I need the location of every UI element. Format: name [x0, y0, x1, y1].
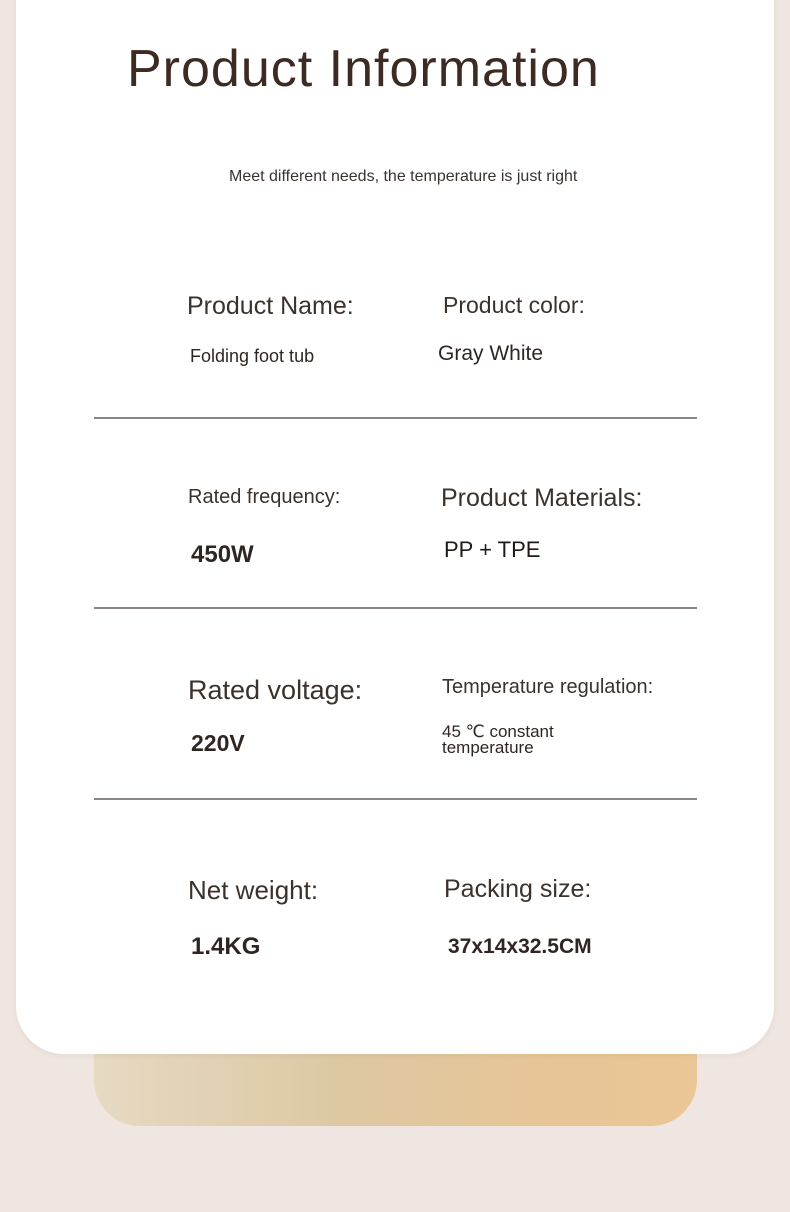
divider [94, 607, 697, 609]
product-color-label: Product color: [443, 292, 585, 318]
rated-voltage-label: Rated voltage: [188, 675, 363, 705]
product-info-card [16, 0, 774, 1054]
product-materials-value: PP + TPE [444, 537, 541, 562]
product-materials-label: Product Materials: [441, 484, 643, 512]
rated-frequency-value: 450W [191, 541, 254, 568]
temperature-regulation-value: 45 ℃ constant temperature [442, 722, 554, 757]
rated-frequency-label: Rated frequency: [188, 486, 341, 508]
page-title: Product Information [127, 40, 600, 98]
packing-size-value: 37x14x32.5CM [448, 935, 592, 958]
temperature-regulation-label: Temperature regulation: [442, 676, 654, 698]
product-name-label: Product Name: [187, 292, 354, 320]
divider [94, 798, 697, 800]
divider [94, 417, 697, 419]
rated-voltage-value: 220V [191, 730, 245, 756]
net-weight-value: 1.4KG [191, 933, 261, 960]
product-color-value: Gray White [438, 342, 544, 365]
net-weight-label: Net weight: [188, 875, 319, 905]
packing-size-label: Packing size: [444, 875, 592, 903]
page-subtitle: Meet different needs, the temperature is just right [229, 168, 578, 185]
product-name-value: Folding foot tub [190, 346, 315, 366]
